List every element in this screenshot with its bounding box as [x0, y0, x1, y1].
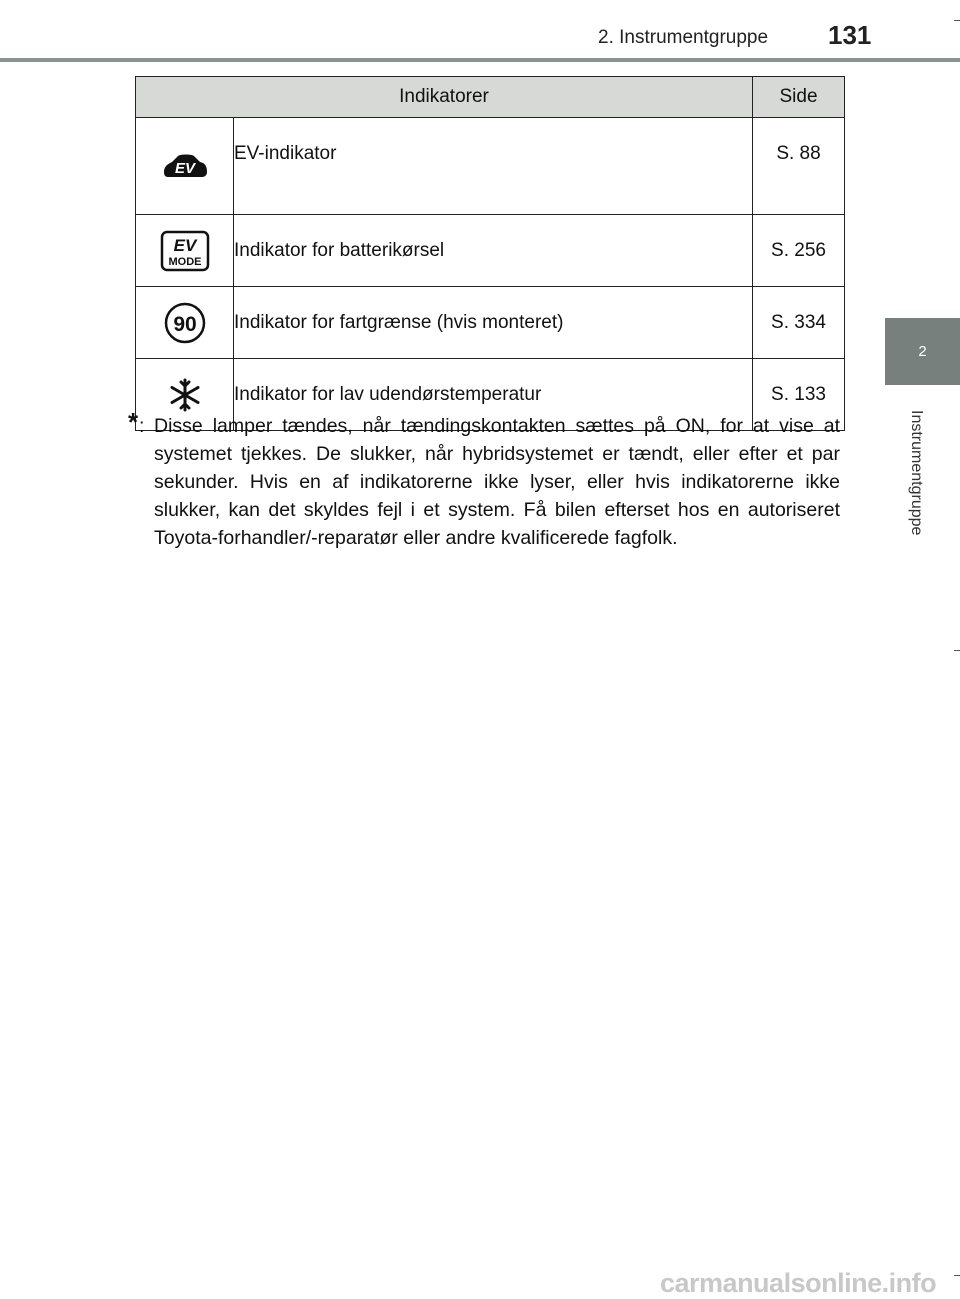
table-row [136, 118, 845, 215]
page-reference[interactable]: S. 334 [753, 287, 845, 359]
indicator-name: Indikator for fartgrænse (hvis monteret) [234, 287, 753, 359]
indicator-name: Indikator for lav udendørstemperatur [234, 359, 753, 431]
footnote [128, 407, 840, 552]
crop-mark [954, 20, 960, 21]
indicator-table [135, 76, 845, 431]
footnote-separator: : [139, 415, 145, 437]
page-number: 131 [828, 20, 872, 50]
watermark: carmanualsonline.info [660, 1268, 937, 1298]
svg-text:EV: EV [173, 235, 196, 255]
footnote-marker: * [128, 407, 139, 437]
page-reference[interactable]: S. 133 [753, 359, 845, 431]
indicator-name: EV-indikator [234, 118, 753, 215]
ev-mode-icon [160, 230, 210, 272]
chapter-label: Instrumentgruppe [908, 410, 925, 536]
chapter-tab[interactable]: 2 [885, 318, 960, 385]
table-row [136, 215, 845, 287]
crop-mark [954, 650, 960, 651]
column-header-indicators: Indikatorer [136, 77, 753, 118]
footnote-text: Disse lamper tændes, når tændingskontakten sættes på ON, for at vise at systemet tjekkes. De slukker, når hybridsystemet er tændt, eller efter et par sekunder. Hvis en af indikatorerne ikke lyser, eller hvis indikatorerne ikke slukker, kan det skyldes fejl i et system. Få bilen efterset hos en autoriseret Toyota-forhandler/-reparatør eller andre kvalificerede fagfolk. [154, 415, 840, 549]
section-title: 2. Instrumentgruppe [598, 27, 769, 48]
indicator-name: Indikator for batterikørsel [234, 215, 753, 287]
table-row [136, 287, 845, 359]
svg-text:90: 90 [172, 312, 197, 336]
header-rule [0, 58, 960, 62]
svg-text:MODE: MODE [168, 255, 201, 268]
table-header-row [136, 77, 845, 118]
snowflake-icon [167, 377, 203, 413]
svg-text:EV: EV [174, 160, 195, 177]
page-reference[interactable]: S. 88 [753, 118, 845, 215]
page-reference[interactable]: S. 256 [753, 215, 845, 287]
speed-limit-icon [163, 301, 207, 345]
crop-mark [954, 1275, 960, 1276]
ev-indicator-icon [160, 152, 210, 180]
column-header-page: Side [753, 77, 845, 118]
